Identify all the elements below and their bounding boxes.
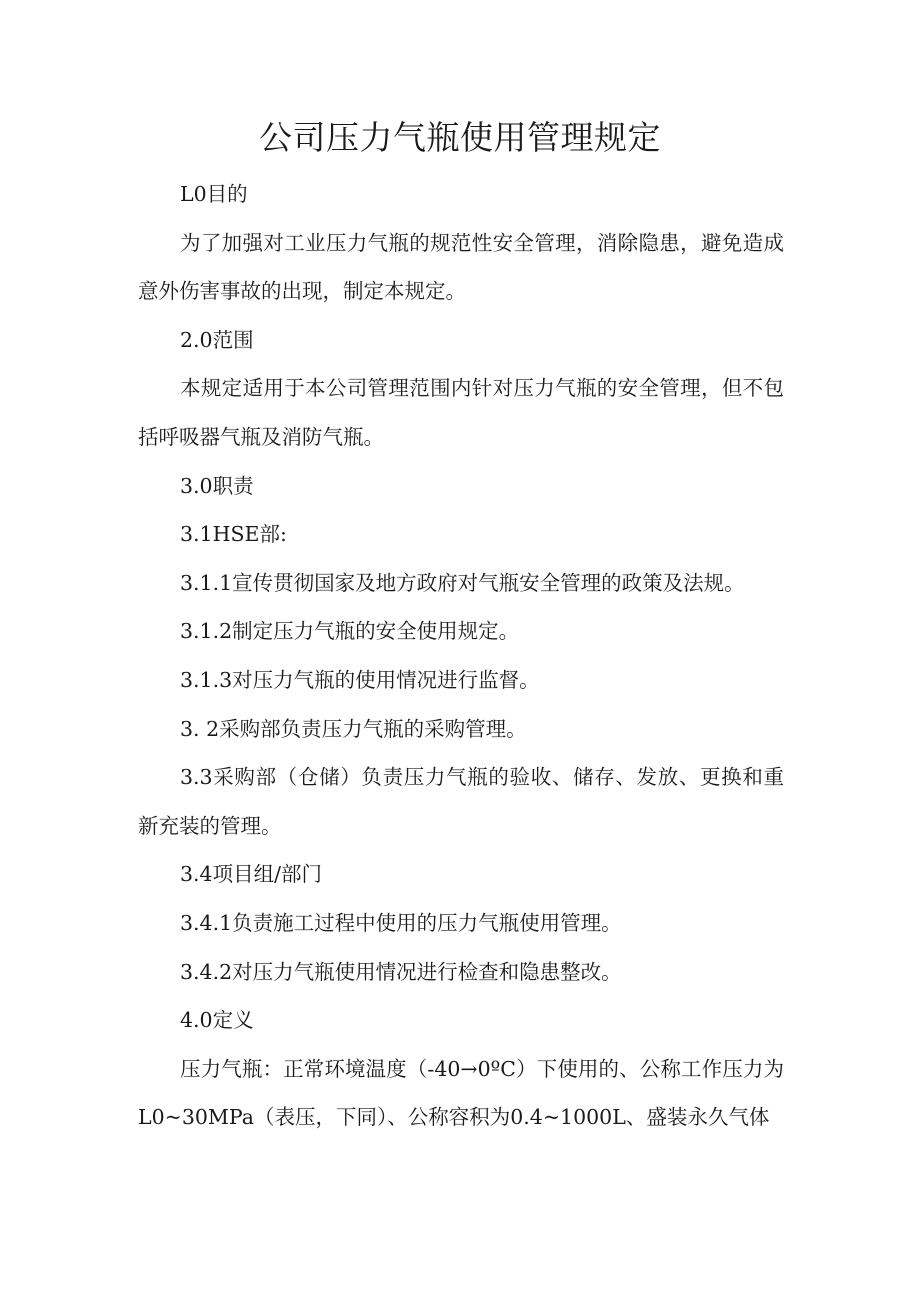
section-3-1-2-text: 3.1.2制定压力气瓶的安全使用规定。 xyxy=(180,619,520,644)
section-3-1-heading: 3.1HSE部: xyxy=(180,522,287,547)
section-2-heading: 2.0范围 xyxy=(180,327,254,352)
document-body xyxy=(138,170,784,1142)
section-3-1-3-text: 3.1.3对压力气瓶的使用情况进行监督。 xyxy=(180,667,540,692)
section-3-4-2-text: 3.4.2对压力气瓶使用情况进行检查和隐患整改。 xyxy=(180,959,622,984)
section-4-definition-text: 压力气瓶：正常环境温度（-40→0ºC）下使用的、公称工作压力为L0~30MPa（表压，下同）、公称容积为0.4~1000L、盛装永久气体 xyxy=(138,1056,784,1130)
section-1-heading: L0目的 xyxy=(180,182,248,206)
section-3-3-text: 3.3采购部（仓储）负责压力气瓶的验收、储存、发放、更换和重新充装的管理。 xyxy=(138,765,784,838)
document-title: 公司压力气瓶使用管理规定 xyxy=(259,118,661,157)
section-2-text: 本规定适用于本公司管理范围内针对压力气瓶的安全管理，但不包括呼吸器气瓶及消防气瓶。 xyxy=(138,376,784,449)
section-3-4-1-text: 3.4.1负责施工过程中使用的压力气瓶使用管理。 xyxy=(180,910,622,935)
section-3-2-text: 3. 2采购部负责压力气瓶的采购管理。 xyxy=(180,716,527,741)
section-1-text: 为了加强对工业压力气瓶的规范性安全管理，消除隐患，避免造成意外伤害事故的出现，制定本规定。 xyxy=(138,230,784,304)
section-3-heading: 3.0职责 xyxy=(180,473,254,498)
section-3-1-1-text: 3.1.1宣传贯彻国家及地方政府对气瓶安全管理的政策及法规。 xyxy=(180,570,745,595)
section-4-heading: 4.0定义 xyxy=(180,1008,254,1033)
section-3-4-heading: 3.4项目组/部门 xyxy=(180,862,323,887)
